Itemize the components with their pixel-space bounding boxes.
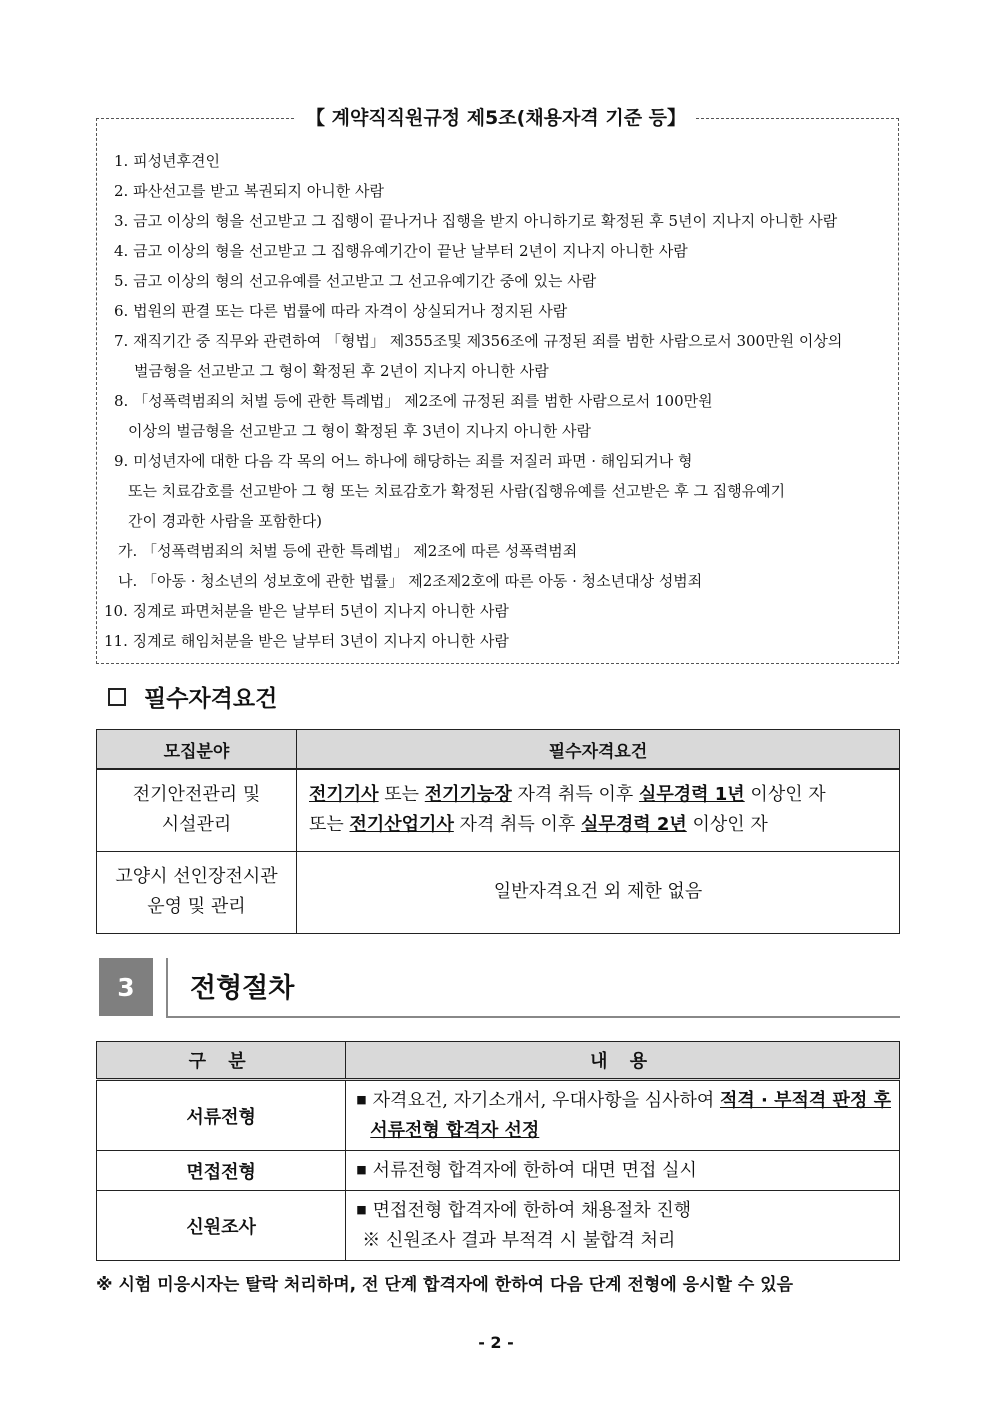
table-row xyxy=(97,1080,900,1151)
text: 이상인 자 xyxy=(744,784,826,806)
table-row xyxy=(97,1191,900,1261)
rule-item: 1. 피성년후견인 xyxy=(114,152,221,170)
rule-item: 3. 금고 이상의 형을 선고받고 그 집행이 끝나거나 집행을 받지 아니하기로 확정된 후 5년이 지나지 아니한 사람 xyxy=(114,212,838,230)
page-number: - 2 - xyxy=(478,1333,514,1352)
bullet-icon: ■ xyxy=(356,1093,367,1106)
stage-cell: 면접전형 xyxy=(97,1151,346,1191)
rule-item-continuation: 또는 치료감호를 선고받아 그 형 또는 치료감호가 확정된 사람(집행유예를 선고받은 후 그 집행유예기 xyxy=(128,482,786,500)
section-underline xyxy=(166,1016,900,1018)
field-line: 전기안전관리 및 xyxy=(132,784,261,806)
table-row xyxy=(97,769,900,851)
requirement-line xyxy=(309,780,895,810)
column-header: 구 분 xyxy=(97,1042,346,1080)
note-line: ※ 신원조사 결과 부적격 시 불합격 처리 xyxy=(362,1230,676,1251)
selection-process-table xyxy=(96,1041,900,1261)
rule-item: 4. 금고 이상의 형을 선고받고 그 집행유예기간이 끝난 날부터 2년이 지나지 아니한 사람 xyxy=(114,242,688,260)
text: 면접전형 합격자에 한하여 채용절차 진행 xyxy=(372,1200,692,1221)
section-title: 전형절차 xyxy=(190,973,295,1004)
table-header-row xyxy=(97,1042,900,1080)
cert-name: 전기산업기사 xyxy=(349,814,454,836)
emphasis-text: 적격 · 부적격 판정 후 xyxy=(719,1090,891,1111)
text: 자격요건, 자기소개서, 우대사항을 심사하여 xyxy=(372,1090,720,1111)
requirement-cell: 일반자격요건 외 제한 없음 xyxy=(297,851,900,933)
text: 서류전형 합격자에 한하여 대면 면접 실시 xyxy=(372,1160,697,1181)
column-header: 필수자격요건 xyxy=(297,730,900,770)
column-header: 내 용 xyxy=(346,1042,900,1080)
cert-name: 전기기사 xyxy=(309,784,379,806)
rule-item-continuation: 벌금형을 선고받고 그 형이 확정된 후 2년이 지나지 아니한 사람 xyxy=(134,362,549,380)
rule-subitem: 가. 「성폭력범죄의 처벌 등에 관한 특례법」 제2조에 따른 성폭력범죄 xyxy=(118,542,578,560)
rule-item: 6. 법원의 판결 또는 다른 법률에 따라 자격이 상실되거나 정지된 사람 xyxy=(114,302,568,320)
rule-item: 2. 파산선고를 받고 복권되지 아니한 사람 xyxy=(114,182,384,200)
required-section-title: 필수자격요건 xyxy=(144,686,278,712)
field-line: 시설관리 xyxy=(161,814,232,836)
description-line xyxy=(356,1155,891,1186)
emphasis-text: 서류전형 합격자 선정 xyxy=(370,1120,540,1141)
cert-name: 전기기능장 xyxy=(424,784,512,806)
description-line xyxy=(356,1195,891,1226)
field-cell xyxy=(97,851,297,933)
rule-item-continuation: 간이 경과한 사람을 포함한다) xyxy=(128,512,323,530)
section-divider xyxy=(166,958,168,1018)
table-row xyxy=(97,1151,900,1191)
rules-box-title: 【 계약직직원규정 제5조(채용자격 기준 등】 xyxy=(296,104,696,132)
column-header: 모집분야 xyxy=(97,730,297,770)
rule-subitem: 나. 「아동 · 청소년의 성보호에 관한 법률」 제2조제2호에 따른 아동 · 청소년대상 성범죄 xyxy=(118,572,703,590)
rule-item: 10. 징계로 파면처분을 받은 날부터 5년이 지나지 아니한 사람 xyxy=(104,602,509,620)
experience-requirement: 실무경력 2년 xyxy=(581,814,687,836)
text: 자격 취득 이후 xyxy=(453,814,582,836)
required-section-heading xyxy=(108,680,277,713)
description-cell xyxy=(346,1080,900,1151)
rule-item-continuation: 이상의 벌금형을 선고받고 그 형이 확정된 후 3년이 지나지 아니한 사람 xyxy=(128,422,591,440)
stage-cell: 서류전형 xyxy=(97,1080,346,1151)
requirement-line xyxy=(309,810,895,840)
checkbox-icon xyxy=(108,688,126,706)
rule-item: 11. 징계로 해임처분을 받은 날부터 3년이 지나지 아니한 사람 xyxy=(104,632,509,650)
text: 자격 취득 이후 xyxy=(511,784,639,806)
experience-requirement: 실무경력 1년 xyxy=(638,784,745,806)
footnote: ※ 시험 미응시자는 탈락 처리하며, 전 단계 합격자에 한하여 다음 단계 전형에 응시할 수 있음 xyxy=(96,1275,794,1295)
bullet-icon: ■ xyxy=(356,1203,367,1216)
rule-item: 8. 「성폭력범죄의 처벌 등에 관한 특례법」 제2조에 규정된 죄를 범한 사람으로서 100만원 xyxy=(114,392,713,410)
text: 또는 xyxy=(309,814,350,836)
required-qualifications-table xyxy=(96,729,900,934)
rule-item: 5. 금고 이상의 형의 선고유예를 선고받고 그 선고유예기간 중에 있는 사람 xyxy=(114,272,597,290)
field-cell xyxy=(97,769,297,851)
bullet-icon: ■ xyxy=(356,1163,367,1176)
description-cell xyxy=(346,1191,900,1261)
section-number-badge: 3 xyxy=(99,958,153,1016)
rule-item: 9. 미성년자에 대한 다음 각 목의 어느 하나에 해당하는 죄를 저질러 파면 · 해임되거나 형 xyxy=(114,452,693,470)
table-row xyxy=(97,851,900,933)
rule-item: 7. 재직기간 중 직무와 관련하여 「형법」 제355조및 제356조에 규정된 죄를 범한 사람으로서 300만원 이상의 xyxy=(114,332,843,350)
rules-list xyxy=(104,146,894,656)
table-header-row xyxy=(97,730,900,770)
field-line: 운영 및 관리 xyxy=(147,896,246,917)
requirement-cell xyxy=(297,769,900,851)
stage-cell: 신원조사 xyxy=(97,1191,346,1261)
field-line: 고양시 선인장전시관 xyxy=(115,866,278,887)
description-cell xyxy=(346,1151,900,1191)
description-line xyxy=(356,1085,891,1116)
description-line xyxy=(356,1116,891,1146)
text: 이상인 자 xyxy=(686,814,768,836)
text: 또는 xyxy=(378,784,425,806)
